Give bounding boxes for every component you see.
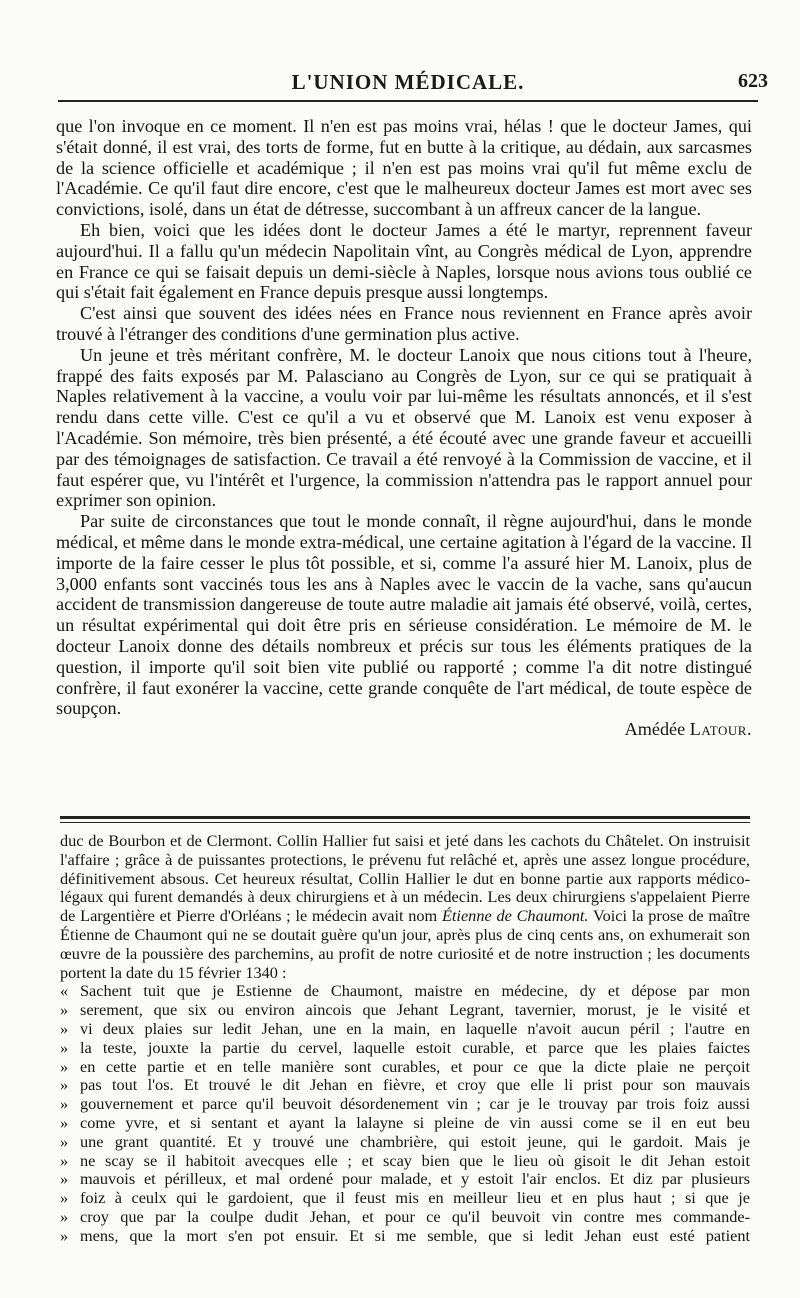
quote-mark: » (60, 1112, 69, 1132)
physician-name: Étienne de Chaumont. (441, 906, 589, 926)
running-head (58, 70, 768, 98)
author-signature (625, 719, 752, 740)
quote-mark: » (60, 1169, 69, 1189)
quote-line (60, 1133, 750, 1152)
author-family-name: Latour. (689, 719, 752, 740)
quote-line (60, 1020, 750, 1039)
feuilleton-section (60, 832, 750, 1246)
quote-line (60, 1152, 750, 1171)
quote-text: croy que par la coulpe dudit Jehan, et pour ce qu'il beuvoit vin contre mes commande- (80, 1206, 750, 1226)
quote-mark: » (60, 1225, 69, 1245)
quote-text: come yvre, et si sentant et ayant la lalayne si pleine de vin aussi come se il en eut beu (80, 1112, 750, 1132)
article-paragraph: C'est ainsi que souvent des idées nées en France nous reviennent en France après avoir trouvé à l'étranger des conditions d'une germination plus active. (56, 303, 752, 344)
header-rule (58, 100, 758, 102)
quote-line (60, 1001, 750, 1020)
quote-line (60, 1208, 750, 1227)
quote-text: mens, que la mort s'en pot ensuir. Et si me semble, que si ledit Jehan eust esté patient (80, 1225, 750, 1245)
main-article (56, 116, 752, 740)
page-number: 623 (738, 70, 768, 92)
author-given-name: Amédée (624, 719, 686, 740)
quote-line (60, 982, 750, 1001)
quote-line (60, 1076, 750, 1095)
quote-mark: » (60, 1206, 69, 1226)
quote-line (60, 1039, 750, 1058)
quote-text: ne scay se il habitoit avecques elle ; et scay bien que le lieu où gisoit le dit Jehan estoit (80, 1150, 750, 1170)
quote-mark: » (60, 1037, 69, 1057)
quote-mark: » (60, 1075, 69, 1095)
quote-mark: » (60, 1056, 69, 1076)
quote-line (60, 1227, 750, 1246)
article-paragraph: Un jeune et très méritant confrère, M. le docteur Lanoix que nous citions tout à l'heure, frappé des faits exposés par M. Palasciano au Congrès de Lyon, sur ce qui se pratiquait à Naples relativement à la vaccine, a voulu voir par lui-même les résultats annoncés, et il s'est rendu dans cette ville. C'est ce qu'il a vu et observé que M. Lanoix est venu exposer à l'Académie. Son mémoire, très bien présenté, a été écouté avec une grande faveur et accueilli par des témoignages de satisfaction. Ce travail a été renvoyé à la Commission de vaccine, et il faut espérer que, vu l'intérêt et l'urgence, la commission n'attendra pas le rapport annuel pour exprimer son opinion. (56, 344, 752, 511)
quote-line (60, 1170, 750, 1189)
quote-line (60, 1189, 750, 1208)
quote-text: Sachent tuit que je Estienne de Chaumont, maistre en médecine, dy et dépose par mon (80, 981, 750, 1001)
quote-text: serement, que six ou environ aincois que Jehant Legrant, tavernier, morust, je le visité et (80, 1000, 750, 1020)
quote-mark: « (60, 981, 69, 1001)
quote-line (60, 1058, 750, 1077)
quote-text: gouvernement et parce qu'il beuvoit désordenement vin ; car je le trouvay par trois foiz aussi (80, 1094, 750, 1114)
quote-text: la teste, jouxte la partie du cervel, laquelle estoit curable, et parce que les plaies faictes (80, 1037, 750, 1057)
quote-text: vi deux plaies sur ledit Jehan, une en la main, en laquelle n'avoit aucun péril ; l'autre en (80, 1018, 750, 1038)
quote-mark: » (60, 1150, 69, 1170)
feuilleton-divider-thin (60, 822, 750, 823)
quote-text: mauvois et périlleux, et mal ordené pour malade, et y estoit l'air enclos. Et diz par plusieurs (80, 1169, 750, 1189)
journal-title: L'UNION MÉDICALE. (291, 70, 525, 94)
article-paragraph: Eh bien, voici que les idées dont le docteur James a été le martyr, reprennent faveur aujourd'hui. Il a fallu qu'un médecin Napolitain vînt, au Congrès médical de Lyon, apprendre en France ce qui se faisait depuis un demi-siècle à Naples, lorsque nous avions tous oublié ce qui s'était fait également en France depuis presque aussi longtemps. (56, 219, 752, 303)
quoted-deposition (60, 982, 750, 1245)
quote-text: foiz à ceulx qui le gardoient, que il feust mis en meilleur lieu et en plus haut ; si que je (80, 1188, 750, 1208)
signature-line (56, 719, 752, 740)
feuilleton-divider-thick (60, 816, 750, 819)
quote-line (60, 1095, 750, 1114)
quote-mark: » (60, 1094, 69, 1114)
article-paragraph: Par suite de circonstances que tout le monde connaît, il règne aujourd'hui, dans le monde médical, et même dans le monde extra-médical, une certaine agitation à l'égard de la vaccine. Il importe de la faire cesser le plus tôt possible, et si, comme l'a assuré hier M. Lanoix, plus de 3,000 enfants sont vaccinés tous les ans à Naples avec le vaccin de la vache, sans qu'aucun accident de transmission dangereuse de toute autre maladie ait jamais été observé, voilà, certes, un résultat expérimental qui doit être pris en sérieuse considération. Le mémoire de M. le docteur Lanoix donne des détails nombreux et précis sur tous les éléments pratiques de la question, il importe qu'il soit bien vite publié ou rapporté ; comme l'a dit notre distingué confrère, il faut exonérer la vaccine, cette grande conquête de l'art médical, de toute espèce de soupçon. (56, 511, 752, 719)
quote-mark: » (60, 1131, 69, 1151)
quote-mark: » (60, 1188, 69, 1208)
quote-text: pas tout l'os. Et trouvé le dit Jehan en fièvre, et croy que elle li prist pour son mauvais (80, 1075, 750, 1095)
quote-mark: » (60, 1000, 69, 1020)
feuilleton-intro (60, 832, 750, 982)
quote-line (60, 1114, 750, 1133)
quote-text: une grant quantité. Et y trouvé une chambrière, qui estoit jeune, qui le gardoit. Mais je (80, 1131, 750, 1151)
article-paragraph: que l'on invoque en ce moment. Il n'en est pas moins vrai, hélas ! que le docteur James, qui s'était donné, il est vrai, des torts de forme, fut en butte à la critique, au dédain, aux sarcasmes de la science officielle et académique ; il n'en est pas moins vrai qu'il fut même exclu de l'Académie. Ce qu'il faut dire encore, c'est que le malheureux docteur James est mort avec ses convictions, isolé, dans un état de détresse, succombant à un affreux cancer de la langue. (56, 116, 752, 220)
quote-text: en cette partie et en telle manière sont curables, et pour ce que la dicte plaie ne perçoit (80, 1056, 750, 1076)
feuilleton-intro-rest: Voici la prose de maître Étienne de Chaumont qui ne se doutait guère qu'un jour, après plus de cinq cents ans, on exhumerait son œuvre de la poussière des parchemins, au profit de notre curiosité et de notre instruction ; les documents portent la date du 15 février 1340 : (60, 906, 750, 982)
feuilleton-intro-text: duc de Bourbon et de Clermont. Collin Hallier fut saisi et jeté dans les cachots du Châtelet. On instruisit l'affaire ; grâce à de puissantes protections, le prévenu fut relâché et, après une assez longue procédure, définitivement absous. Cet heureux résultat, Collin Hallier le dut en bonne partie aux rapports médico-légaux qui furent demandés à deux chirurgiens et à un médecin. Les deux chirurgiens s'appelaient Pierre de Largentière et Pierre d'Orléans ; le médecin avait nom (60, 831, 750, 926)
quote-mark: » (60, 1018, 69, 1038)
